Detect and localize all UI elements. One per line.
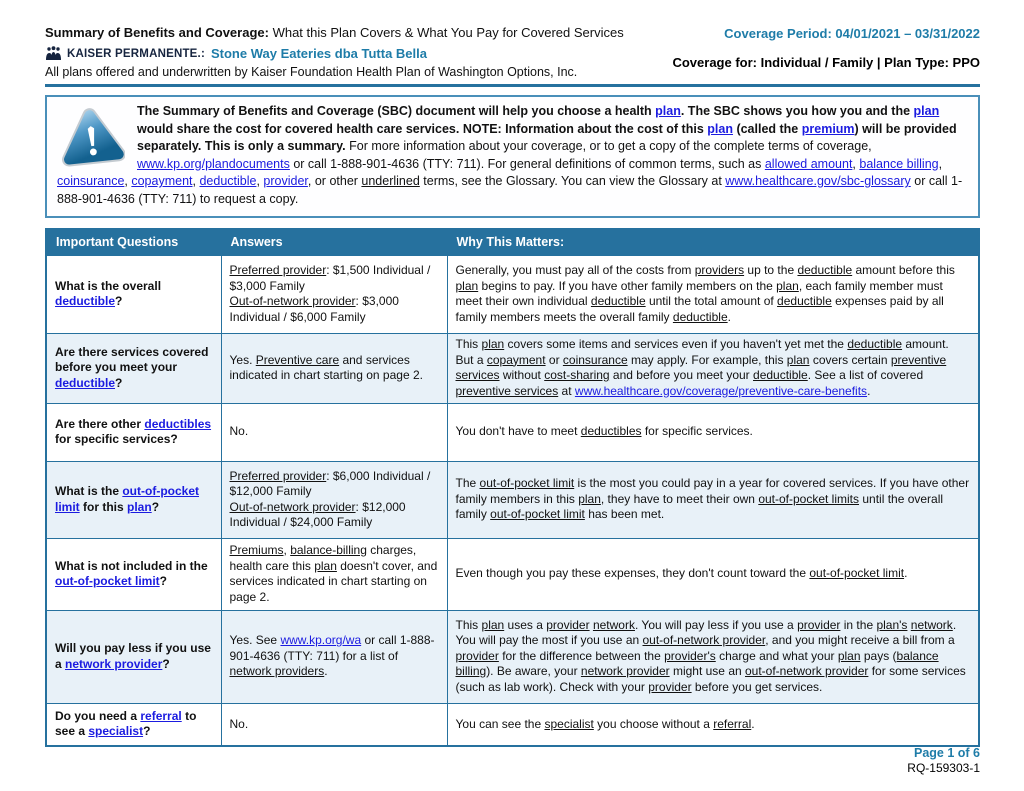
question-cell: [46, 461, 221, 538]
page-title-rest: What this Plan Covers & What You Pay for Covered Services: [268, 25, 624, 40]
text-segment: network: [910, 617, 953, 632]
text-segment: .: [727, 309, 731, 324]
text-segment: pays (: [860, 648, 897, 663]
text-segment: , or other: [307, 174, 362, 188]
text-segment: for specific services.: [641, 424, 753, 439]
text-segment: network providers: [229, 664, 325, 679]
text-segment: preventive services: [455, 383, 559, 398]
answer-cell: [221, 703, 447, 746]
text-segment: or call 1-888-901-4636 (TTY: 711). For general definitions of common terms, such as: [289, 156, 765, 171]
text-segment: ?: [115, 375, 123, 390]
text-segment: and before you meet your: [609, 368, 754, 382]
text-segment: , and you might receive a bill from a: [765, 633, 955, 648]
text-segment: ?: [143, 724, 151, 739]
text-segment: No.: [229, 716, 249, 731]
text-segment: ,: [938, 156, 943, 171]
text-segment: Out-of-network provider: [229, 294, 356, 308]
text-segment: .: [867, 383, 871, 398]
text-segment: charges, health care this: [229, 543, 417, 573]
text-segment: .: [751, 716, 755, 731]
text-segment: What is the: [55, 484, 123, 498]
underwriter-text: All plans offered and underwritten by Kaiser Foundation Health Plan of Washington Options, Inc.: [45, 65, 578, 79]
table-row: [46, 333, 979, 403]
glossary-link[interactable]: coinsurance: [57, 174, 125, 188]
text-segment: For more information about your coverage, or to get a copy of the complete terms of coverage,: [349, 139, 872, 153]
page-title-bold: Summary of Benefits and Coverage:: [45, 25, 269, 40]
text-segment: .: [904, 566, 908, 581]
text-segment: plan: [481, 617, 505, 632]
text-segment: amount before this: [852, 263, 955, 277]
text-segment: cost-sharing: [544, 368, 610, 382]
glossary-link[interactable]: balance billing: [859, 156, 939, 171]
text-segment: deductible: [797, 263, 853, 277]
text-segment: would share the cost for covered health care services. NOTE: Information about the cost of this: [137, 121, 708, 136]
text-segment: , each family member must meet their own individual: [455, 278, 943, 308]
text-segment: for some services (such as lab work). Check with your: [455, 664, 966, 694]
warning-triangle-icon: [59, 105, 125, 171]
text-segment: provider: [648, 679, 692, 694]
text-segment: plan: [314, 558, 337, 573]
question-cell: [46, 703, 221, 746]
text-segment: in the: [840, 617, 877, 632]
text-segment: ,: [192, 174, 200, 188]
table-header-row: [46, 229, 979, 255]
column-header-why-this-matters: Why This Matters:: [447, 229, 979, 255]
document-id: RQ-159303-1: [907, 761, 980, 775]
answer-cell: [221, 610, 447, 703]
text-segment: Are there services covered before you meet your: [55, 344, 209, 375]
text-segment: expenses paid by all family members meets the overall family: [455, 294, 944, 324]
text-segment: ,: [256, 174, 264, 188]
text-segment: out-of-pocket limits: [758, 491, 860, 506]
glossary-link[interactable]: premium: [801, 121, 855, 136]
text-segment: is the most you could pay in a year for covered services. If you have other family members in this: [455, 476, 970, 506]
text-segment: before you get services.: [691, 679, 823, 694]
answer-cell: [221, 255, 447, 333]
brand-name: KAISER PERMANENTE.:: [67, 47, 205, 60]
column-header-answers: Answers: [221, 229, 447, 255]
table-row: [46, 703, 979, 746]
text-segment: balance-billing: [290, 543, 367, 557]
group-name: Stone Way Eateries dba Tutta Bella: [210, 46, 427, 61]
document-header: [45, 24, 980, 79]
text-segment: until the total amount of: [645, 294, 778, 308]
text-segment: : $6,000 Individual / $12,000 Family: [229, 468, 431, 498]
text-segment: This: [455, 617, 482, 632]
glossary-link[interactable]: deductible: [55, 375, 116, 390]
text-segment: network provider: [580, 664, 670, 679]
text-segment: referral: [713, 716, 752, 731]
page-footer: [907, 746, 980, 775]
text-segment: provider: [797, 617, 841, 632]
glossary-link[interactable]: out-of-pocket limit: [55, 574, 160, 588]
text-segment: to see a: [55, 708, 197, 739]
why-cell: [447, 461, 979, 538]
text-segment: (called the: [732, 121, 802, 136]
text-segment: out-of-pocket limit: [479, 476, 575, 491]
text-segment: ,: [852, 156, 860, 171]
glossary-link[interactable]: plan: [127, 499, 152, 514]
text-segment: .: [324, 664, 328, 679]
header-left: [45, 24, 624, 79]
text-segment: covers certain: [809, 352, 891, 367]
text-segment: plan: [776, 278, 799, 293]
text-segment: ?: [115, 294, 123, 308]
table-row: [46, 255, 979, 333]
text-segment: may apply. For example, this: [627, 352, 787, 367]
text-segment: copayment: [486, 352, 546, 367]
why-cell: [447, 255, 979, 333]
text-segment: Are there other: [55, 416, 145, 431]
question-cell: [46, 255, 221, 333]
text-segment: might use an: [669, 664, 745, 679]
glossary-link[interactable]: www.kp.org/wa: [280, 633, 362, 648]
text-segment: specialist: [544, 716, 594, 731]
text-segment: plan: [786, 352, 810, 367]
text-segment: . The SBC shows you how you and the: [680, 104, 914, 118]
glossary-link[interactable]: plan: [913, 104, 940, 118]
table-row: [46, 461, 979, 538]
text-segment: Premiums: [229, 543, 284, 557]
header-divider: [45, 84, 980, 87]
glossary-link[interactable]: out-of-pocket limit: [55, 484, 199, 514]
brand-line: [45, 44, 624, 63]
coverage-for: Coverage for: Individual / Family | Plan Type: PPO: [672, 55, 980, 70]
text-segment: balance billing: [455, 648, 939, 679]
text-segment: plan: [481, 337, 505, 351]
why-cell: [447, 333, 979, 403]
text-segment: No.: [229, 424, 249, 439]
text-segment: at: [558, 383, 575, 398]
text-segment: This: [455, 337, 482, 351]
text-segment: deductible: [847, 337, 903, 351]
intro-text: [57, 104, 962, 206]
text-segment: up to the: [744, 263, 798, 277]
glossary-link[interactable]: www.healthcare.gov/sbc-glossary: [725, 174, 911, 188]
text-segment: network: [592, 617, 635, 632]
text-segment: for this: [79, 499, 128, 514]
answer-cell: [221, 461, 447, 538]
text-segment: You can see the: [455, 716, 545, 731]
table-row: [46, 538, 979, 610]
text-segment: plan: [455, 278, 479, 293]
text-segment: provider: [546, 617, 590, 632]
text-segment: plan's: [876, 617, 908, 632]
text-segment: terms, see the Glossary. You can view the Glossary at: [419, 174, 726, 188]
text-segment: amount. But a: [455, 337, 949, 367]
why-cell: [447, 403, 979, 461]
text-segment: Preferred provider: [229, 468, 327, 483]
text-segment: underlined: [361, 174, 420, 188]
text-segment: Preferred provider: [229, 263, 327, 277]
text-segment: out-of-network provider: [642, 633, 766, 648]
glossary-link[interactable]: specialist: [88, 724, 144, 739]
text-segment: covers some items and services even if you haven't yet met the: [504, 337, 848, 351]
question-cell: [46, 610, 221, 703]
text-segment: plan: [578, 491, 601, 506]
text-segment: What is not included in the: [55, 558, 208, 573]
text-segment: ?: [159, 574, 167, 588]
glossary-link[interactable]: network provider: [65, 656, 163, 671]
page-title: [45, 24, 624, 41]
glossary-link[interactable]: deductible: [55, 294, 116, 308]
text-segment: begins to pay. If you have other family members on the: [478, 278, 777, 293]
text-segment: ,: [283, 543, 291, 557]
text-segment: or: [545, 352, 563, 367]
text-segment: Do you need a: [55, 708, 141, 723]
text-segment: . See a list of covered: [807, 368, 924, 382]
answer-cell: [221, 538, 447, 610]
text-segment: What is the overall: [55, 278, 162, 293]
glossary-link[interactable]: www.healthcare.gov/coverage/preventive-care-benefits: [574, 383, 868, 398]
column-header-important-questions: Important Questions: [46, 229, 221, 255]
text-segment: until the overall family: [455, 491, 944, 522]
text-segment: . You will pay less if you use a: [634, 617, 798, 632]
glossary-link[interactable]: deductibles: [144, 416, 212, 431]
text-segment: deductibles: [580, 424, 642, 439]
text-segment: ) will be provided separately. This is only a summary.: [137, 121, 957, 153]
answer-cell: [221, 333, 447, 403]
question-cell: [46, 403, 221, 461]
text-segment: : $3,000 Individual / $6,000 Family: [229, 294, 399, 324]
text-segment: for specific services?: [55, 432, 178, 446]
text-segment: uses a: [504, 617, 547, 632]
text-segment: You don't have to meet: [455, 424, 581, 439]
why-cell: [447, 610, 979, 703]
text-segment: deductible: [590, 294, 646, 308]
text-segment: charge and what your: [715, 648, 838, 663]
table-row: [46, 403, 979, 461]
text-segment: has been met.: [584, 507, 665, 522]
text-segment: for the difference between the: [498, 648, 665, 663]
text-segment: deductible: [753, 368, 808, 382]
text-segment: and services indicated in chart starting on page 2.: [229, 352, 423, 382]
glossary-link[interactable]: referral: [140, 708, 182, 723]
text-segment: deductible: [672, 309, 728, 324]
text-segment: Even though you pay these expenses, they don't count toward the: [455, 566, 810, 581]
text-segment: or call 1-888-901-4636 (TTY: 711) to request a copy.: [57, 174, 963, 206]
text-segment: Will you pay less if you use a: [55, 641, 211, 671]
text-segment: Yes.: [229, 352, 256, 367]
text-segment: or call 1-888-901-4636 (TTY: 711) for a list of: [229, 633, 435, 663]
text-segment: provider's: [664, 648, 716, 663]
text-segment: ,: [124, 174, 132, 188]
important-questions-table: [45, 228, 980, 747]
text-segment: deductible: [777, 294, 832, 308]
text-segment: plan: [837, 648, 861, 663]
glossary-link[interactable]: www.kp.org/plandocuments: [137, 156, 290, 171]
glossary-link[interactable]: plan: [707, 121, 733, 136]
kaiser-permanente-logo-icon: [45, 46, 62, 61]
text-segment: ?: [162, 656, 170, 671]
text-segment: providers: [694, 263, 745, 277]
text-segment: coinsurance: [562, 352, 628, 367]
page-number: Page 1 of 6: [914, 746, 980, 760]
header-right: [672, 24, 980, 70]
why-cell: [447, 703, 979, 746]
text-segment: Out-of-network provider: [229, 499, 356, 514]
glossary-link[interactable]: deductible: [199, 174, 257, 188]
table-row: [46, 610, 979, 703]
text-segment: ). Be aware, your: [486, 664, 581, 679]
text-segment: Preventive care: [255, 352, 340, 367]
text-segment: out-of-network provider: [745, 664, 869, 679]
question-cell: [46, 333, 221, 403]
coverage-period: Coverage Period: 04/01/2021 – 03/31/2022: [724, 26, 980, 41]
glossary-link[interactable]: provider: [263, 174, 308, 188]
text-segment: out-of-pocket limit: [809, 566, 905, 581]
text-segment: The: [455, 476, 480, 491]
text-segment: provider: [455, 648, 499, 663]
why-cell: [447, 538, 979, 610]
intro-box: [45, 95, 980, 218]
text-segment: : $1,500 Individual / $3,000 Family: [229, 263, 431, 293]
text-segment: Yes. See: [229, 633, 281, 648]
text-segment: ?: [151, 499, 160, 514]
text-segment: . You will pay the most if you use an: [455, 617, 957, 648]
glossary-link[interactable]: allowed amount: [764, 156, 853, 171]
text-segment: preventive services: [455, 352, 947, 382]
glossary-link[interactable]: copayment: [131, 174, 193, 188]
text-segment: , they have to meet their own: [600, 491, 759, 506]
text-segment: out-of-pocket limit: [490, 507, 585, 522]
text-segment: doesn't cover, and services indicated in chart starting on page 2.: [229, 558, 438, 604]
text-segment: you choose without a: [593, 716, 714, 731]
text-segment: without: [499, 368, 545, 382]
glossary-link[interactable]: plan: [655, 104, 681, 118]
text-segment: Generally, you must pay all of the costs from: [455, 263, 695, 277]
text-segment: : $12,000 Individual / $24,000 Family: [229, 499, 406, 529]
text-segment: The Summary of Benefits and Coverage (SBC) document will help you choose a health: [137, 104, 656, 118]
answer-cell: [221, 403, 447, 461]
question-cell: [46, 538, 221, 610]
